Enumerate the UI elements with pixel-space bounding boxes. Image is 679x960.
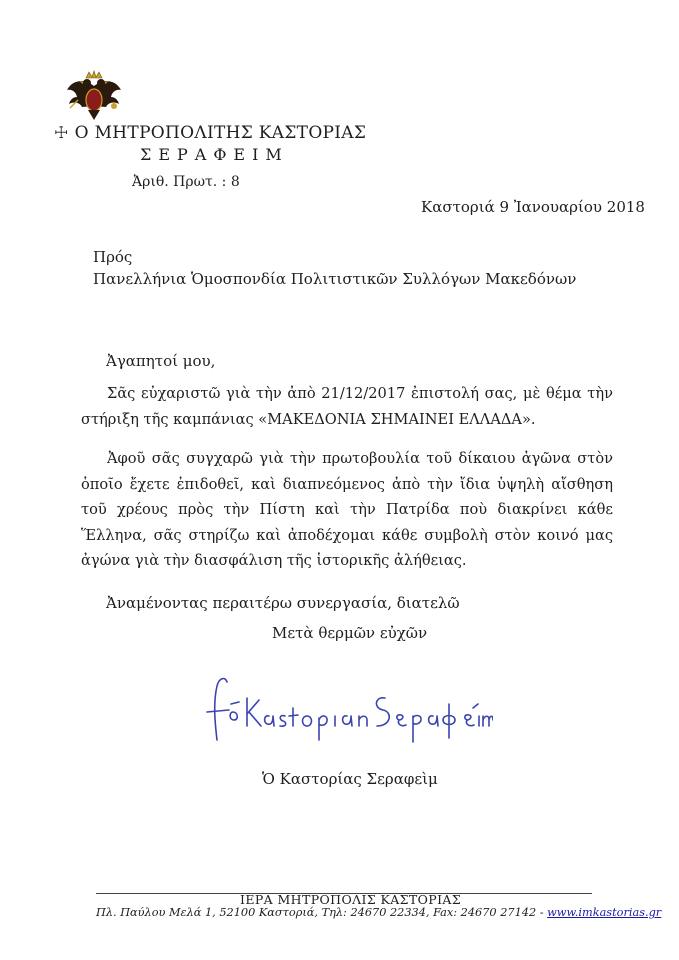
metropolitan-name: ΣΕΡΑΦΕΙΜ bbox=[140, 145, 289, 164]
metropolitan-title bbox=[54, 123, 366, 143]
cross-icon: ☩ bbox=[54, 123, 69, 142]
closing-line: Ἀναμένοντας περαιτέρω συνεργασία, διατελῶ bbox=[106, 594, 460, 612]
protocol-number: Ἀριθ. Πρωτ. : 8 bbox=[132, 174, 240, 190]
warm-regards: Μετὰ θερμῶν εὐχῶν bbox=[272, 624, 428, 642]
handwritten-signature bbox=[203, 668, 493, 748]
greeting: Ἀγαπητοί μου, bbox=[106, 352, 216, 370]
footer-address bbox=[96, 906, 661, 919]
recipient-label: Πρός bbox=[93, 248, 133, 266]
footer-address-text: Πλ. Παύλου Μελά 1, 52100 Καστοριά, Τηλ: 24670 22334, Fax: 24670 27142 - bbox=[96, 906, 548, 919]
footer-organization: ΙΕΡΑ ΜΗΤΡΟΠΟΛΙΣ ΚΑΣΤΟΡΙΑΣ bbox=[240, 892, 462, 907]
body-paragraph: Ἀφοῦ σᾶς συγχαρῶ γιὰ τὴν πρωτοβουλία τοῦ δίκαιου ἀγῶνα στὸν ὁποῖο ἔχετε ἐπιδοθεῖ, καὶ διαπνεόμενος ἀπὸ τὴν ἴδια ὑψηλὴ αἴσθηση τοῦ χρέους πρὸς τὴν Πίστη καὶ τὴν Πατρίδα ποὺ διακρίνει κάθε Ἕλληνα, σᾶς στηρίζω καὶ ἀποδέχομαι κάθε συμβολὴ στὸν κοινό μας ἀγώνα γιὰ τὴν διασφάλιση τῆς ἱστορικῆς ἀλήθειας. bbox=[81, 450, 613, 569]
double-headed-eagle-emblem-icon bbox=[64, 70, 124, 130]
metropolitan-title-text: Ο ΜΗΤΡΟΠΟΛΙΤΗΣ ΚΑΣΤΟΡΙΑΣ bbox=[74, 123, 367, 143]
website-link[interactable]: www.imkastorias.gr bbox=[547, 906, 662, 919]
letter-date: Καστοριά 9 Ἰανουαρίου 2018 bbox=[421, 198, 645, 216]
recipient-name: Πανελλήνια Ὁμοσπονδία Πολιτιστικῶν Συλλόγων Μακεδόνων bbox=[93, 270, 577, 288]
signer-name: Ὁ Καστορίας Σεραφεὶμ bbox=[262, 770, 438, 788]
body-paragraph: Σᾶς εὐχαριστῶ γιὰ τὴν ἀπὸ 21/12/2017 ἐπιστολή σας, μὲ θέμα τὴν στήριξη τῆς καμπάνιας «ΜΑΚΕΔΟΝΙΑ ΣΗΜΑΙΝΕΙ ΕΛΛΑΔΑ». bbox=[81, 385, 613, 428]
